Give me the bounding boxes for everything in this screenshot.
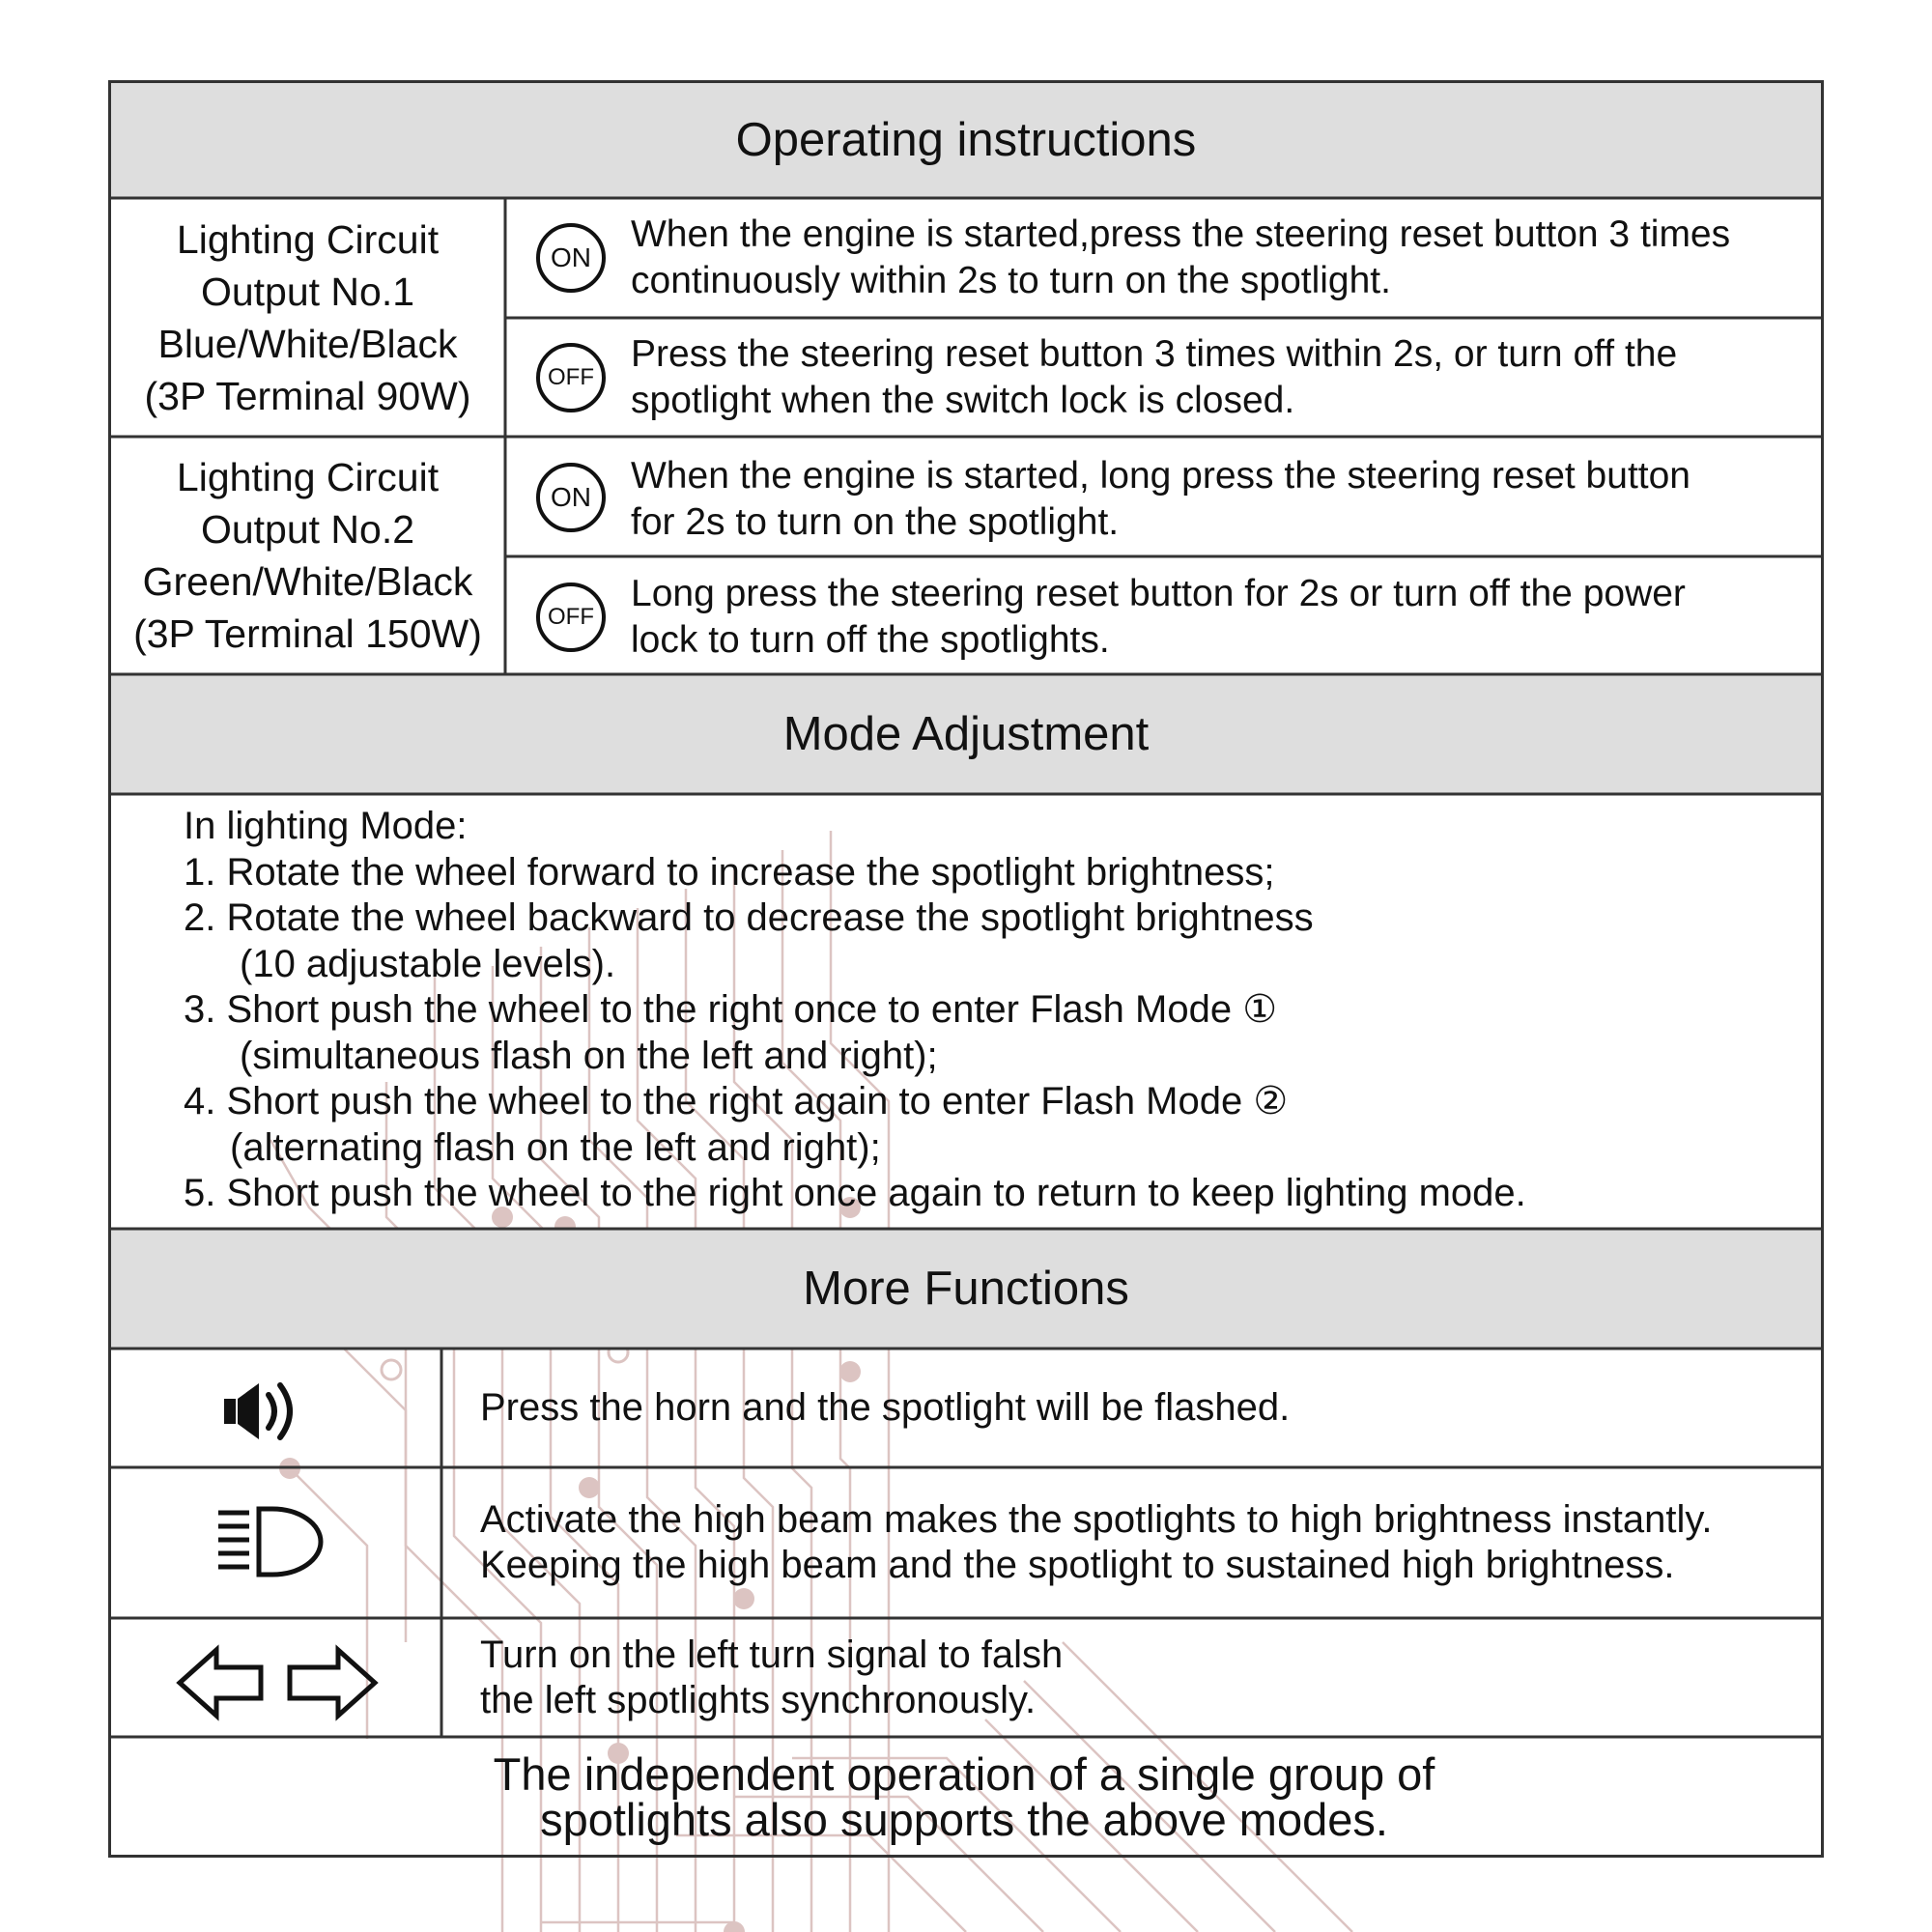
mode-item: 5. Short push the wheel to the right once again to return to keep lighting mode. (184, 1172, 1526, 1214)
function-line: Press the horn and the spotlight will be flashed. (480, 1386, 1291, 1429)
footer-line: The independent operation of a single group of (493, 1747, 1435, 1800)
instruction-line: When the engine is started,press the steering reset button 3 times (631, 213, 1731, 255)
instruction-line: spotlight when the switch lock is closed. (631, 380, 1295, 421)
circuit-label-line: (3P Terminal 150W) (133, 611, 482, 656)
circuit-label-line: (3P Terminal 90W) (144, 373, 471, 418)
mode-item: 2. Rotate the wheel backward to decrease the spotlight brightness (184, 896, 1314, 939)
mode-item: 4. Short push the wheel to the right again to enter Flash Mode ② (184, 1080, 1289, 1122)
mode-item-cont: (alternating flash on the left and right); (230, 1125, 881, 1169)
function-line: Activate the high beam makes the spotlights to high brightness instantly. (480, 1498, 1713, 1541)
circuit-label-line: Blue/White/Black (157, 321, 458, 366)
on-icon: ON (536, 223, 606, 293)
circuit-label-line: Lighting Circuit (176, 216, 440, 262)
mode-item-cont: (10 adjustable levels). (240, 942, 616, 985)
off-icon: OFF (536, 582, 606, 652)
instruction-line: When the engine is started, long press the steering reset button (631, 455, 1690, 497)
mode-item: 1. Rotate the wheel forward to increase the spotlight brightness; (184, 850, 1275, 894)
section-title: Mode Adjustment (782, 708, 1150, 760)
section-title: More Functions (803, 1263, 1129, 1315)
circuit-label-line: Green/White/Black (142, 559, 473, 604)
circuit-label-line: Output No.2 (200, 507, 415, 552)
instruction-line: for 2s to turn on the spotlight. (631, 501, 1120, 543)
instruction-line: lock to turn off the spotlights. (631, 619, 1110, 661)
function-line: the left spotlights synchronously. (480, 1678, 1037, 1721)
circuit-label-line: Lighting Circuit (176, 455, 440, 499)
instruction-line: Press the steering reset button 3 times within 2s, or turn off the (631, 333, 1678, 375)
circuit-label-line: Output No.1 (200, 269, 415, 314)
function-line: Turn on the left turn signal to falsh (480, 1633, 1064, 1676)
section-title: Operating instructions (735, 113, 1197, 166)
off-icon: OFF (536, 343, 606, 412)
mode-item: 3. Short push the wheel to the right once to enter Flash Mode ① (184, 988, 1278, 1031)
instruction-line: continuously within 2s to turn on the spotlight. (631, 260, 1391, 301)
on-icon: ON (536, 463, 606, 532)
footer-line: spotlights also supports the above modes. (540, 1793, 1388, 1845)
function-line: Keeping the high beam and the spotlight to sustained high brightness. (480, 1544, 1675, 1586)
mode-heading: In lighting Mode: (184, 805, 468, 847)
instruction-line: Long press the steering reset button for 2s or turn off the power (631, 573, 1686, 614)
mode-item-cont: (simultaneous flash on the left and right); (240, 1034, 938, 1077)
